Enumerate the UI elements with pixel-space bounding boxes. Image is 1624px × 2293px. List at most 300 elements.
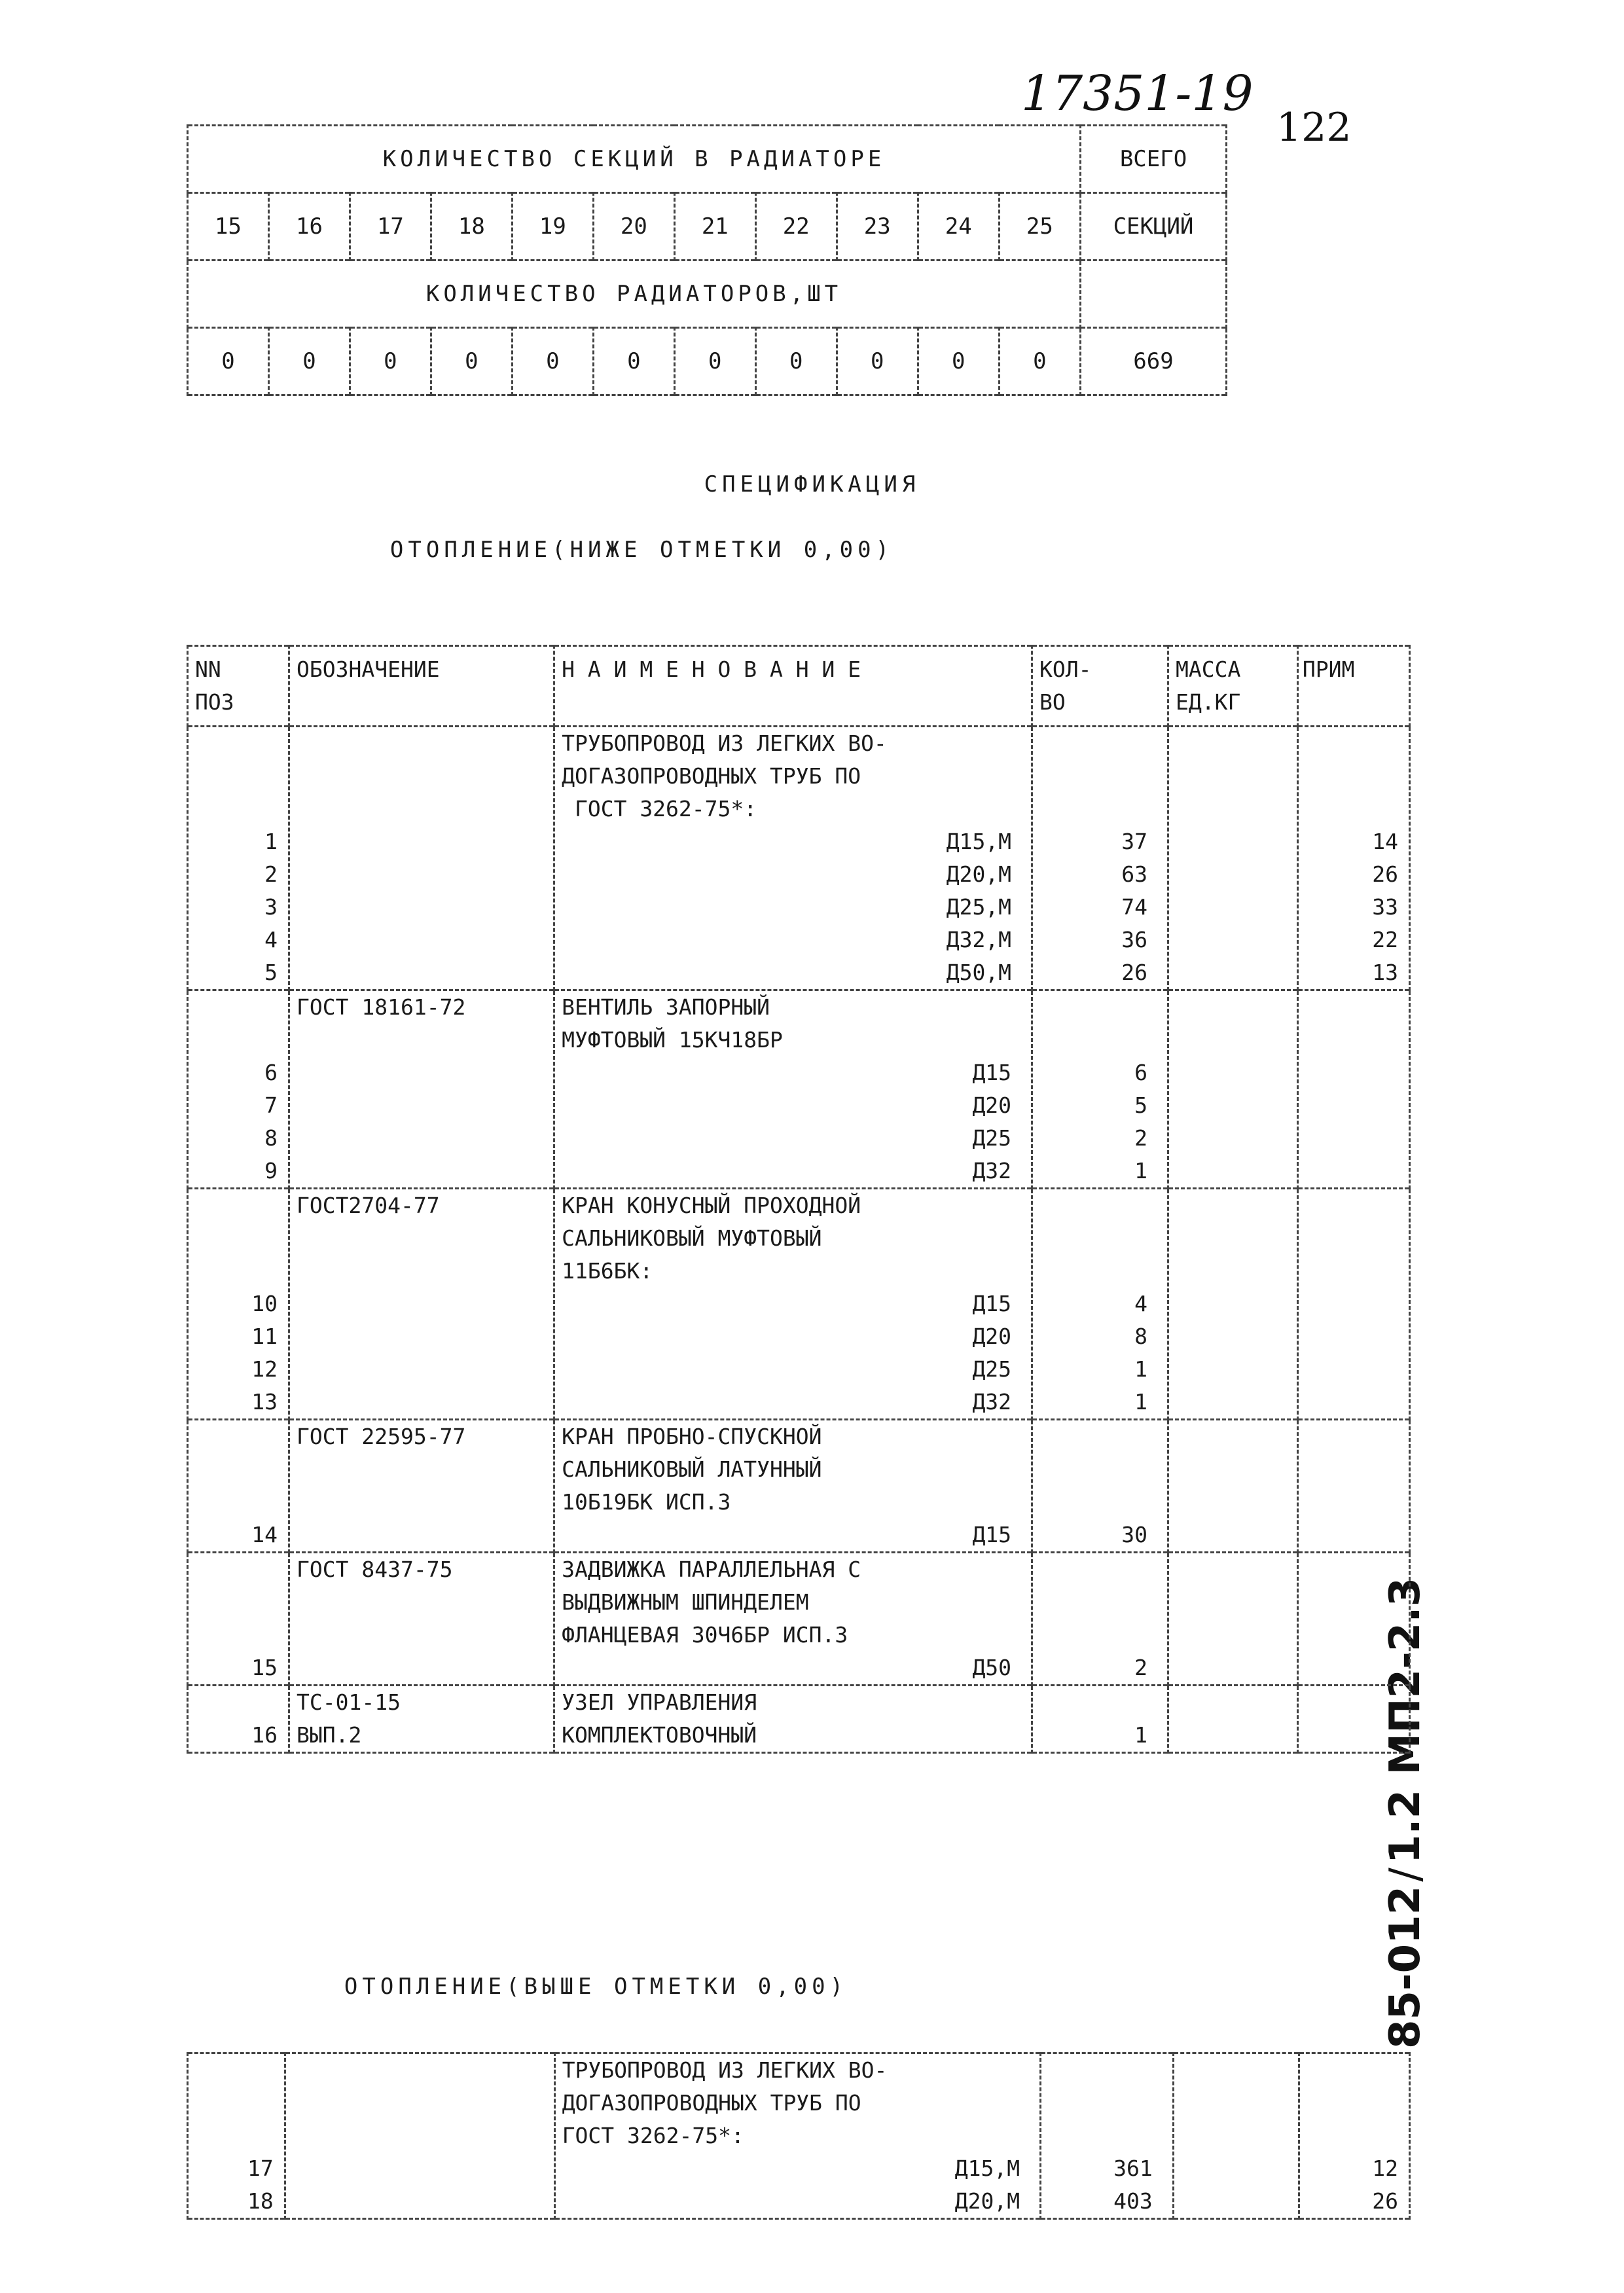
spacer — [1033, 1255, 1147, 1288]
quantity: 361 — [1113, 2156, 1153, 2181]
section-number: 15 — [188, 193, 269, 261]
col-qty-2: ВО — [1039, 689, 1066, 715]
spacer — [1300, 2054, 1398, 2087]
position-number: 15 — [251, 1655, 278, 1680]
item-code — [297, 1024, 553, 1056]
col-mass-1: МАССА — [1175, 657, 1241, 682]
item-code — [297, 727, 553, 760]
spec-header — [188, 646, 1410, 727]
spec-group — [188, 1553, 1410, 1686]
name-cell — [554, 1189, 1032, 1420]
note: 26 — [1372, 2188, 1398, 2214]
note — [1299, 1056, 1398, 1089]
spacer — [1169, 1652, 1297, 1684]
note: 12 — [1372, 2156, 1398, 2181]
note — [1299, 1122, 1398, 1155]
position-number: 16 — [251, 1722, 278, 1748]
spacer — [1033, 1586, 1147, 1619]
spacer — [189, 1420, 278, 1453]
item-code: ГОСТ 8437-75 — [297, 1557, 453, 1582]
spacer — [1169, 1486, 1297, 1519]
row-code: ВЫП.2 — [297, 1722, 362, 1748]
diameter: Д15,М — [954, 2156, 1020, 2181]
position-number: 8 — [264, 1125, 278, 1151]
diameter: Д15 — [972, 1060, 1012, 1085]
item-name: ГОСТ 3262-75*: — [562, 2123, 744, 2148]
note-cell — [1297, 1686, 1409, 1753]
diameter: Д15,М — [946, 829, 1012, 854]
radiator-count: 0 — [674, 328, 755, 395]
row-code — [297, 1155, 553, 1187]
diameter: Д20 — [972, 1092, 1012, 1118]
item-code — [293, 2054, 554, 2087]
section-number: 21 — [674, 193, 755, 261]
note — [1299, 1519, 1398, 1551]
spec-table-above — [187, 2052, 1411, 2220]
spacer — [189, 1024, 278, 1056]
spacer — [1033, 760, 1147, 793]
spacer — [1299, 793, 1398, 825]
name-cell — [554, 990, 1032, 1189]
spacer — [1300, 2087, 1398, 2120]
qty-cell — [1032, 990, 1168, 1189]
diameter: Д25 — [972, 1125, 1012, 1151]
quantity: 1 — [1134, 1356, 1147, 1382]
diameter: Д20,М — [946, 861, 1012, 887]
diameter: Д50,М — [946, 960, 1012, 985]
spacer — [1169, 1353, 1297, 1386]
spacer — [189, 1586, 278, 1619]
radiator-title: КОЛИЧЕСТВО СЕКЦИЙ В РАДИАТОРЕ — [188, 126, 1081, 193]
item-code — [297, 1453, 553, 1486]
total-label: ВСЕГО — [1081, 126, 1227, 193]
sections-row — [188, 193, 1227, 261]
row-code — [297, 1519, 553, 1551]
name-cell — [554, 1553, 1032, 1686]
spacer — [1169, 924, 1297, 956]
mass-cell — [1168, 990, 1297, 1189]
position-number: 9 — [264, 1158, 278, 1183]
note-cell — [1297, 1420, 1409, 1553]
diameter: Д15 — [972, 1291, 1012, 1316]
spacer — [1041, 2120, 1153, 2152]
qty-cell — [1032, 727, 1168, 990]
row-code — [297, 1386, 553, 1418]
quantity: 2 — [1134, 1125, 1147, 1151]
qty-cell — [1032, 1686, 1168, 1753]
position-number: 17 — [247, 2156, 274, 2181]
item-name: МУФТОВЫЙ 15КЧ18БР — [562, 1027, 783, 1053]
quantity: 1 — [1134, 1722, 1147, 1748]
item-code — [293, 2087, 554, 2120]
nn-cell — [188, 2053, 285, 2219]
item-name: ГОСТ 3262-75*: — [562, 796, 757, 822]
diameter: Д32 — [972, 1389, 1012, 1415]
spacer — [1169, 1320, 1297, 1353]
spacer — [1169, 825, 1297, 858]
item-name: КРАН ПРОБНО-СПУСКНОЙ — [562, 1424, 822, 1449]
spacer — [1300, 2120, 1398, 2152]
spacer — [189, 2054, 274, 2087]
item-code: ТС-01-15 — [297, 1689, 401, 1715]
item-name: ФЛАНЦЕВАЯ 30Ч6БР ИСП.3 — [562, 1622, 848, 1648]
spacer — [1169, 1155, 1297, 1187]
spacer — [1033, 1420, 1147, 1453]
spacer — [1299, 1222, 1398, 1255]
radiator-count-label: КОЛИЧЕСТВО РАДИАТОРОВ,ШТ — [188, 261, 1081, 328]
diameter: Д20 — [972, 1324, 1012, 1349]
diameter: Д32 — [972, 1158, 1012, 1183]
row-code — [297, 858, 553, 891]
spacer — [189, 727, 278, 760]
spacer — [1299, 991, 1398, 1024]
col-code: ОБОЗНАЧЕНИЕ — [297, 657, 440, 682]
spacer — [1169, 1255, 1297, 1288]
position-number: 7 — [264, 1092, 278, 1118]
spec-group — [188, 727, 1410, 990]
spec-group — [188, 1189, 1410, 1420]
code-cell — [289, 990, 554, 1189]
spacer — [1299, 1024, 1398, 1056]
radiator-count: 0 — [999, 328, 1080, 395]
row-code — [297, 1320, 553, 1353]
spacer — [189, 2087, 274, 2120]
radiator-count: 0 — [512, 328, 593, 395]
quantity: 74 — [1121, 894, 1147, 920]
spec-group — [188, 2053, 1410, 2219]
code-cell — [289, 1420, 554, 1553]
position-number: 3 — [264, 894, 278, 920]
page-number: 122 — [1276, 105, 1352, 151]
spacer — [1169, 1222, 1297, 1255]
spacer — [1033, 1222, 1147, 1255]
col-note: ПРИМ — [1302, 657, 1355, 682]
section-number: 25 — [999, 193, 1080, 261]
note: 33 — [1372, 894, 1398, 920]
spacer — [1299, 1553, 1398, 1586]
code-cell — [289, 1189, 554, 1420]
section-number: 22 — [755, 193, 837, 261]
item-code — [297, 793, 553, 825]
spacer — [1169, 793, 1297, 825]
row-code — [297, 825, 553, 858]
item-code — [297, 1486, 553, 1519]
mass-cell — [1168, 1189, 1297, 1420]
quantity: 2 — [1134, 1655, 1147, 1680]
total-label-2: СЕКЦИЙ — [1081, 193, 1227, 261]
spec-table-below — [187, 645, 1411, 1754]
mass-cell — [1168, 1420, 1297, 1553]
note-cell — [1297, 990, 1409, 1189]
spacer — [189, 991, 278, 1024]
section-number: 17 — [350, 193, 431, 261]
position-number: 6 — [264, 1060, 278, 1085]
spacer — [1033, 1686, 1147, 1719]
spacer — [1169, 1619, 1297, 1652]
spacer — [1299, 1189, 1398, 1222]
code-cell — [289, 727, 554, 990]
col-nn-2: ПОЗ — [195, 689, 234, 715]
position-number: 10 — [251, 1291, 278, 1316]
spacer — [1169, 1189, 1297, 1222]
stamp-right: 1.2 МП2-2.3 — [1381, 1577, 1430, 1864]
diameter: Д50 — [972, 1655, 1012, 1680]
item-code: ГОСТ2704-77 — [297, 1193, 440, 1218]
row-code — [297, 1353, 553, 1386]
spacer — [189, 1189, 278, 1222]
item-name: ЗАДВИЖКА ПАРАЛЛЕЛЬНАЯ С — [562, 1557, 861, 1582]
quantity: 6 — [1134, 1060, 1147, 1085]
note — [1299, 1155, 1398, 1187]
radiator-table — [187, 124, 1227, 396]
item-name: ТРУБОПРОВОД ИЗ ЛЕГКИХ ВО- — [562, 731, 887, 756]
spacer — [189, 1486, 278, 1519]
radiator-count: 0 — [918, 328, 999, 395]
note: 22 — [1372, 927, 1398, 952]
nn-cell — [188, 1553, 289, 1686]
item-name: 11Б6БК: — [562, 1258, 653, 1284]
radiator-count: 0 — [188, 328, 269, 395]
position-number: 12 — [251, 1356, 278, 1382]
spacer — [1299, 760, 1398, 793]
spacer — [1169, 1122, 1297, 1155]
nn-cell — [188, 1189, 289, 1420]
name-cell — [554, 2053, 1040, 2219]
section-number: 20 — [593, 193, 674, 261]
section-number: 23 — [837, 193, 918, 261]
row-code — [297, 1089, 553, 1122]
section-number: 18 — [431, 193, 512, 261]
nn-cell — [188, 1686, 289, 1753]
position-number: 1 — [264, 829, 278, 854]
note — [1299, 1386, 1398, 1418]
code-cell — [289, 1553, 554, 1686]
diameter: Д25,М — [946, 894, 1012, 920]
mass-cell — [1173, 2053, 1299, 2219]
spacer — [189, 1619, 278, 1652]
mass-cell — [1168, 727, 1297, 990]
mass-cell — [1168, 1553, 1297, 1686]
spacer — [1299, 1486, 1398, 1519]
code-cell — [285, 2053, 554, 2219]
spacer — [1174, 2087, 1298, 2120]
item-code — [297, 1586, 553, 1619]
spacer — [1169, 760, 1297, 793]
spacer — [1033, 727, 1147, 760]
spacer — [1169, 1519, 1297, 1551]
row-code — [297, 924, 553, 956]
section-number: 16 — [268, 193, 350, 261]
position-number: 4 — [264, 927, 278, 952]
item-name: ВЕНТИЛЬ ЗАПОРНЫЙ — [562, 994, 770, 1020]
item-code: ГОСТ 18161-72 — [297, 994, 466, 1020]
item-name: ДОГАЗОПРОВОДНЫХ ТРУБ ПО — [562, 763, 861, 789]
position-number: 2 — [264, 861, 278, 887]
quantity: 1 — [1134, 1389, 1147, 1415]
item-code — [297, 1619, 553, 1652]
qty-cell — [1041, 2053, 1174, 2219]
spacer — [1169, 1288, 1297, 1320]
item-name: САЛЬНИКОВЫЙ ЛАТУННЫЙ — [562, 1456, 822, 1482]
spacer — [1033, 1553, 1147, 1586]
row-code — [297, 956, 553, 989]
spacer — [1299, 1619, 1398, 1652]
quantity: 1 — [1134, 1158, 1147, 1183]
note-cell — [1299, 2053, 1410, 2219]
counts-row — [188, 328, 1227, 395]
item-code — [297, 1255, 553, 1288]
note — [1299, 1719, 1398, 1752]
spacer — [1033, 1024, 1147, 1056]
col-qty-1: КОЛ- — [1039, 657, 1092, 682]
quantity: 8 — [1134, 1324, 1147, 1349]
spacer — [1169, 1553, 1297, 1586]
col-mass-2: ЕД.КГ — [1175, 689, 1241, 715]
note — [1299, 1353, 1398, 1386]
radiator-total: 669 — [1081, 328, 1227, 395]
note — [1299, 1288, 1398, 1320]
nn-cell — [188, 1420, 289, 1553]
row-code — [297, 1056, 553, 1089]
row-code — [297, 1122, 553, 1155]
qty-cell — [1032, 1553, 1168, 1686]
spacer — [189, 793, 278, 825]
stamp-left: 85-012 — [1381, 1885, 1430, 2049]
section2-title: ОТОПЛЕНИЕ(ВЫШЕ ОТМЕТКИ 0,00) — [344, 1974, 848, 2000]
spacer — [1169, 1586, 1297, 1619]
quantity: 30 — [1121, 1522, 1147, 1547]
name-cell — [554, 1420, 1032, 1553]
item-name: ТРУБОПРОВОД ИЗ ЛЕГКИХ ВО- — [562, 2057, 888, 2083]
row-name: КОМПЛЕКТОВОЧНЫЙ — [562, 1722, 757, 1748]
section-number: 19 — [512, 193, 593, 261]
note — [1299, 1320, 1398, 1353]
note: 13 — [1372, 960, 1398, 985]
col-name: Н А И М Е Н О В А Н И Е — [562, 657, 861, 682]
spacer — [1033, 793, 1147, 825]
spacer — [1169, 1420, 1297, 1453]
spacer — [1169, 727, 1297, 760]
spacer — [1169, 1056, 1297, 1089]
spacer — [1299, 1255, 1398, 1288]
item-code: ГОСТ 22595-77 — [297, 1424, 466, 1449]
row-code — [293, 2185, 554, 2218]
spec-group — [188, 990, 1410, 1189]
row-code — [297, 1288, 553, 1320]
position-number: 11 — [251, 1324, 278, 1349]
document-number: 17351-19 — [1021, 65, 1254, 122]
spacer — [189, 2120, 274, 2152]
spacer — [1299, 1453, 1398, 1486]
spacer — [1033, 1619, 1147, 1652]
section1-title: ОТОПЛЕНИЕ(НИЖЕ ОТМЕТКИ 0,00) — [389, 537, 894, 563]
note-cell — [1297, 1189, 1409, 1420]
nn-cell — [188, 990, 289, 1189]
spacer — [1299, 1686, 1398, 1719]
spacer — [1174, 2120, 1298, 2152]
empty-cell — [1081, 261, 1227, 328]
sheet-stamp: 85-012/1.2 МП2-2.3 — [1381, 1577, 1430, 2049]
spec-group — [188, 1686, 1410, 1753]
spacer — [1033, 1486, 1147, 1519]
diameter: Д25 — [972, 1356, 1012, 1382]
note — [1299, 1089, 1398, 1122]
item-code — [293, 2120, 554, 2152]
item-code — [297, 760, 553, 793]
item-name: КРАН КОНУСНЫЙ ПРОХОДНОЙ — [562, 1193, 861, 1218]
col-nn-1: NN — [195, 657, 221, 682]
spacer — [1299, 727, 1398, 760]
item-name: ДОГАЗОПРОВОДНЫХ ТРУБ ПО — [562, 2090, 861, 2116]
diameter: Д32,М — [946, 927, 1012, 952]
position-number: 18 — [247, 2188, 274, 2214]
qty-cell — [1032, 1189, 1168, 1420]
spacer — [1033, 1453, 1147, 1486]
quantity: 4 — [1134, 1291, 1147, 1316]
spacer — [1169, 1453, 1297, 1486]
item-name: 10Б19БК ИСП.3 — [562, 1489, 731, 1515]
spacer — [1174, 2054, 1298, 2087]
spacer — [1169, 1719, 1297, 1752]
quantity: 5 — [1134, 1092, 1147, 1118]
position-number: 5 — [264, 960, 278, 985]
diameter: Д15 — [972, 1522, 1012, 1547]
diameter: Д20,М — [954, 2188, 1020, 2214]
quantity: 37 — [1121, 829, 1147, 854]
radiator-count: 0 — [593, 328, 674, 395]
radiator-count: 0 — [431, 328, 512, 395]
spacer — [1169, 991, 1297, 1024]
spacer — [1299, 1420, 1398, 1453]
quantity: 36 — [1121, 927, 1147, 952]
spacer — [1033, 991, 1147, 1024]
spacer — [1299, 1586, 1398, 1619]
spec-title: СПЕЦИФИКАЦИЯ — [704, 471, 920, 497]
item-name: САЛЬНИКОВЫЙ МУФТОВЫЙ — [562, 1225, 822, 1251]
spacer — [189, 760, 278, 793]
name-cell — [554, 727, 1032, 990]
spacer — [189, 1222, 278, 1255]
mass-cell — [1168, 1686, 1297, 1753]
spacer — [189, 1553, 278, 1586]
quantity: 26 — [1121, 960, 1147, 985]
spacer — [1041, 2087, 1153, 2120]
row-code — [293, 2152, 554, 2185]
row-code — [297, 1652, 553, 1684]
spacer — [1169, 1089, 1297, 1122]
name-cell — [554, 1686, 1032, 1753]
nn-cell — [188, 727, 289, 990]
spacer — [1033, 1189, 1147, 1222]
spec-group — [188, 1420, 1410, 1553]
spacer — [189, 1453, 278, 1486]
radiator-count: 0 — [268, 328, 350, 395]
spacer — [1169, 956, 1297, 989]
radiator-count: 0 — [350, 328, 431, 395]
item-name: УЗЕЛ УПРАВЛЕНИЯ — [562, 1689, 757, 1715]
item-code — [297, 1222, 553, 1255]
spacer — [189, 1686, 278, 1719]
item-name: ВЫДВИЖНЫМ ШПИНДЕЛЕМ — [562, 1589, 809, 1615]
spacer — [1169, 858, 1297, 891]
quantity: 63 — [1121, 861, 1147, 887]
spacer — [189, 1255, 278, 1288]
radiator-count: 0 — [837, 328, 918, 395]
spacer — [1174, 2185, 1298, 2218]
code-cell — [289, 1686, 554, 1753]
row-code — [297, 891, 553, 924]
spacer — [1174, 2152, 1298, 2185]
